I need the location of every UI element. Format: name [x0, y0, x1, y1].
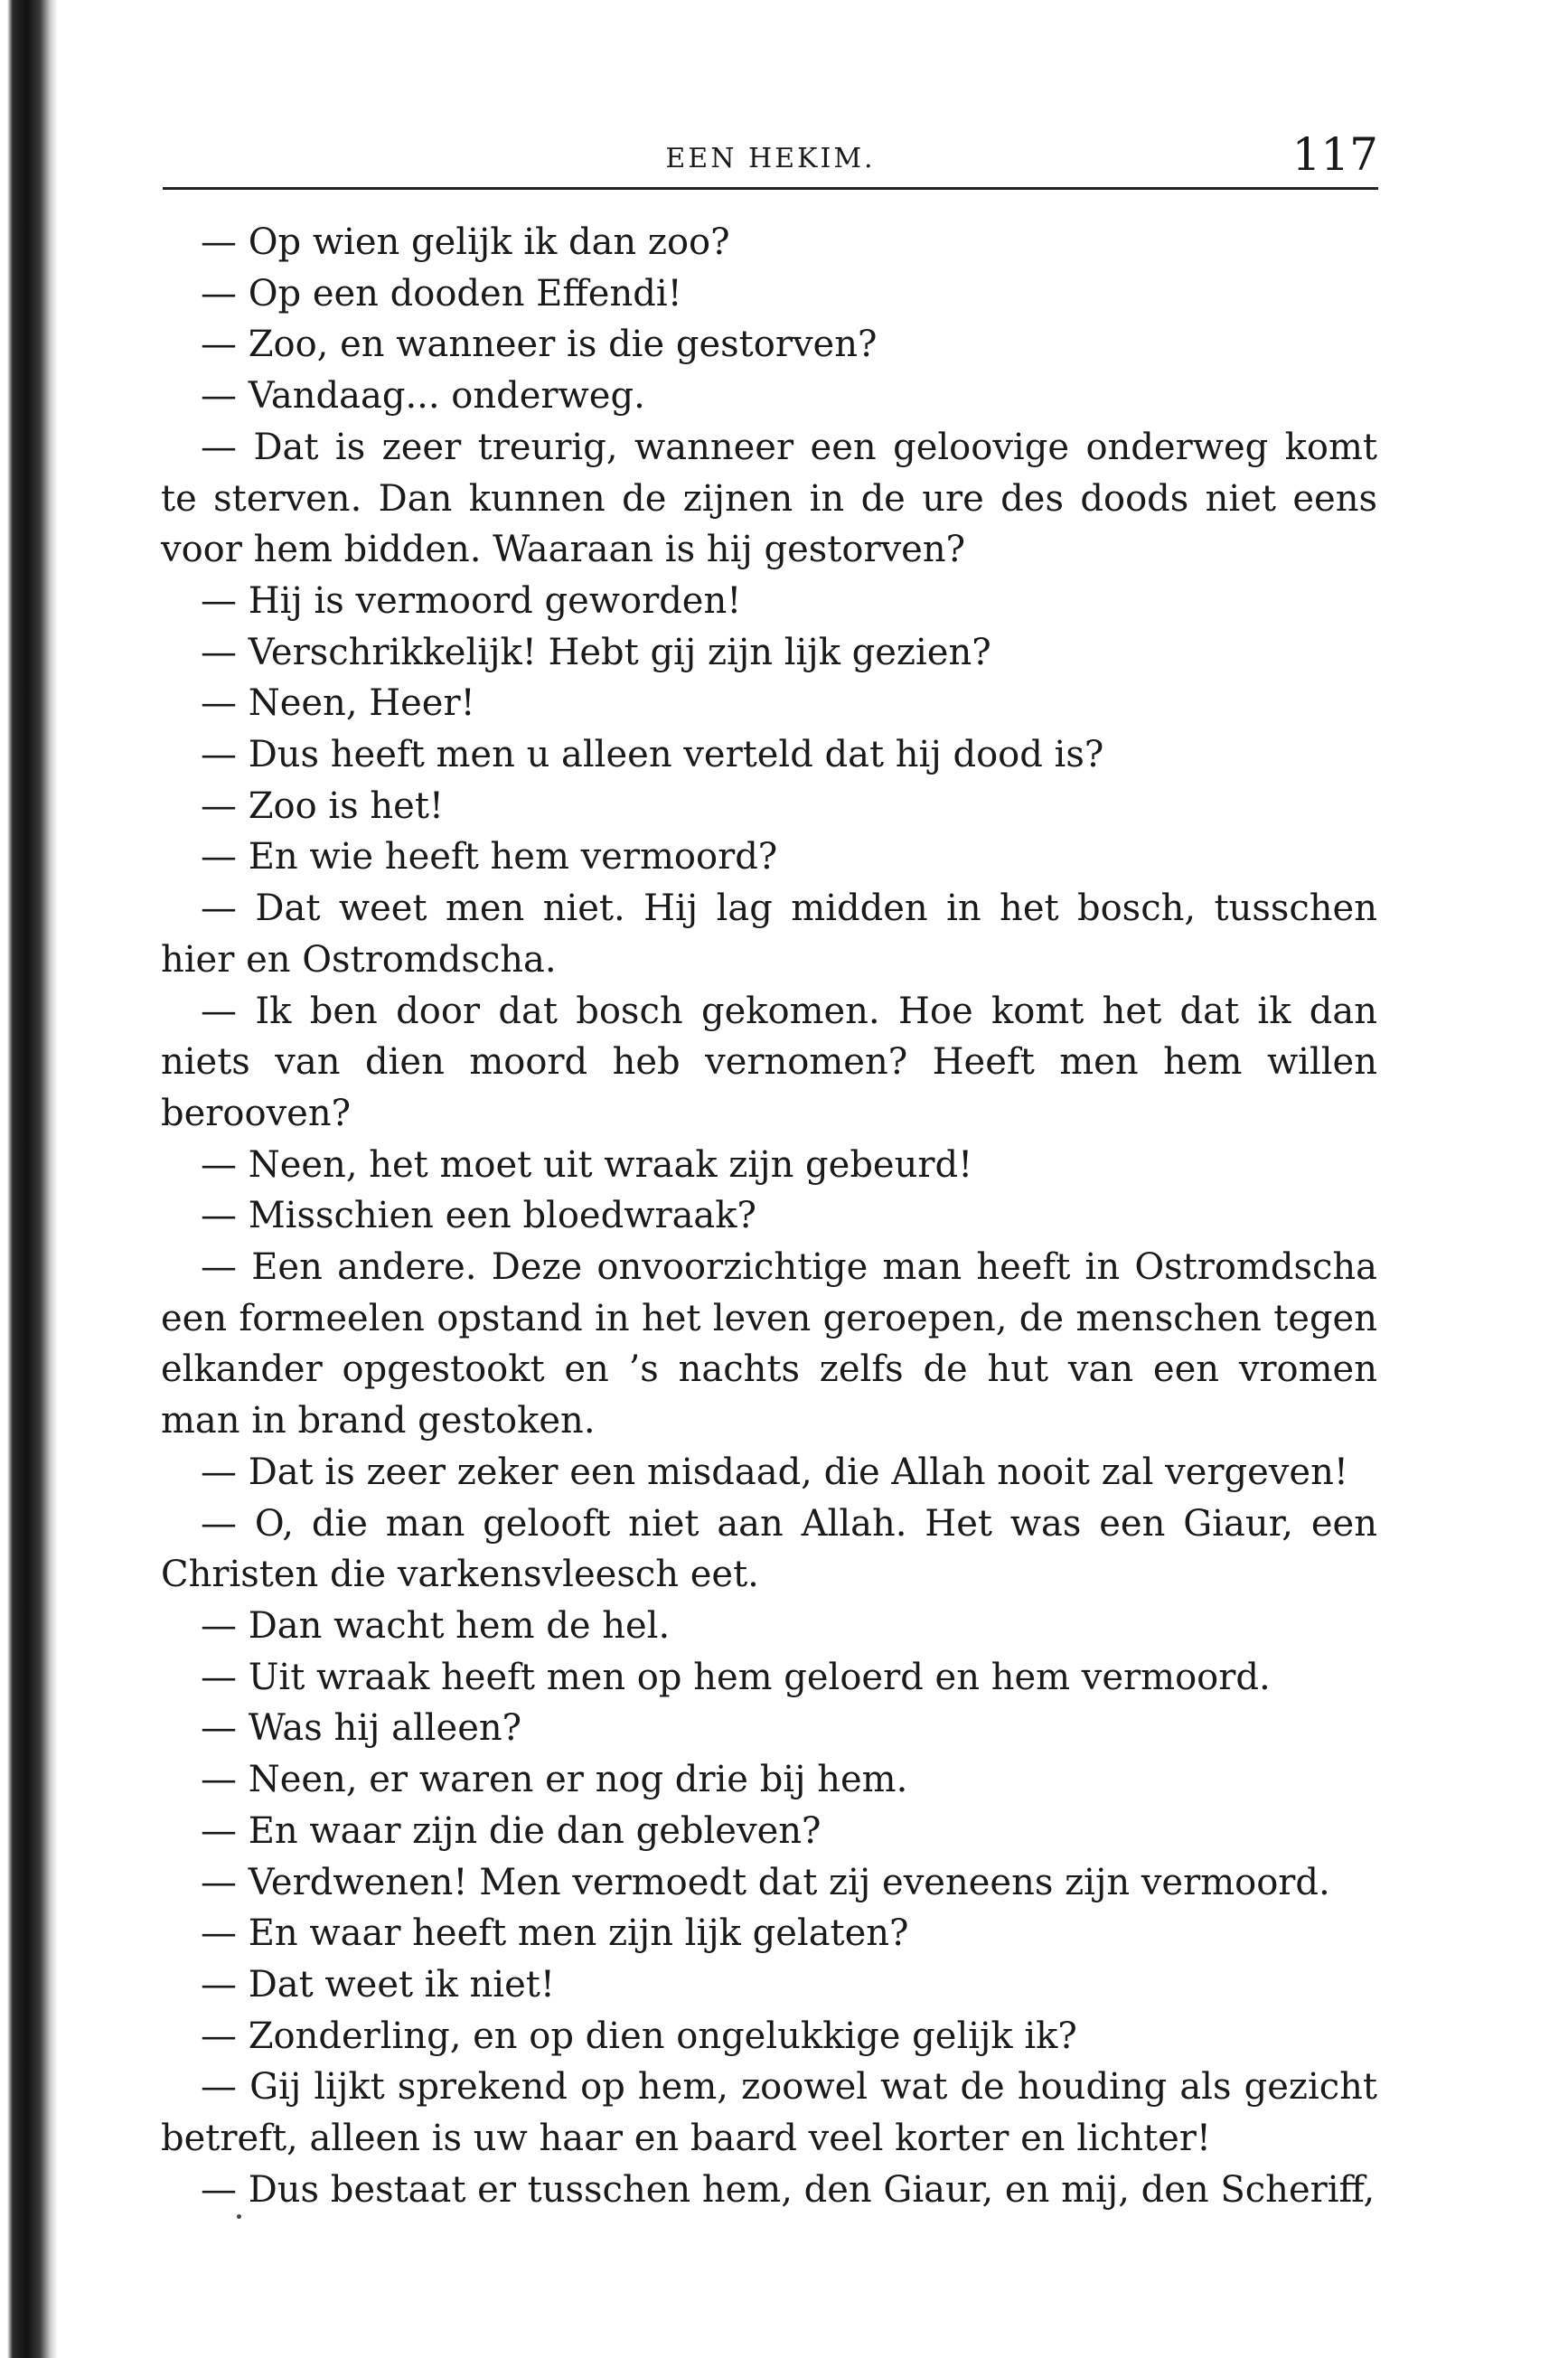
page-number: 117 [1291, 128, 1378, 181]
page-header [163, 127, 1378, 190]
paragraph: — Misschien een bloedwraak? [201, 1195, 756, 1237]
paragraph: — Dus heeft men u alleen verteld dat hij dood is? [201, 734, 1104, 776]
paragraph: — Dus bestaat er tusschen hem, den Giaur, en mij, den Scheriff, [201, 2168, 1376, 2211]
ink-speck [237, 2214, 241, 2219]
paragraph: — Zonderling, en op dien ongelukkige gelijk ik? [201, 2015, 1077, 2057]
paragraph: — Was hij alleen? [201, 1707, 522, 1750]
paragraph: — Op wien gelijk ik dan zoo? [201, 221, 730, 263]
paragraph: — Dan wacht hem de hel. [201, 1604, 671, 1647]
paragraph: — Neen, het moet uit wraak zijn gebeurd! [201, 1143, 973, 1186]
paragraph: — Dat weet ik niet! [201, 1963, 555, 2006]
paragraph: — En wie heeft hem vermoord? [201, 836, 778, 878]
paragraph: — Dat weet men niet. Hij lag midden in het bosch, tusschen hier en Ostromdscha. [161, 888, 1377, 981]
paragraph: — Dat is zeer zeker een misdaad, die Allah nooit zal vergeven! [201, 1451, 1348, 1493]
paragraph: — Uit wraak heeft men op hem geloerd en hem vermoord. [201, 1656, 1271, 1698]
paragraph: — Vandaag... onderweg. [201, 375, 645, 418]
paragraph: — En waar heeft men zijn lijk gelaten? [201, 1912, 909, 1955]
paragraph: — Dat is zeer treurig, wanneer een geloovige onderweg komt te sterven. Dan kunnen de zijnen in de ure des doods niet eens voor hem bidden. Waaraan is hij gestorven? [161, 426, 1377, 571]
paragraph: — Gij lijkt sprekend op hem, zoowel wat de houding als gezicht betreft, alleen is uw haar en baard veel korter en lichter! [161, 2066, 1377, 2160]
paragraph: — En waar zijn die dan gebleven? [201, 1809, 822, 1852]
paragraph: — Zoo is het! [201, 784, 445, 827]
paragraph: — Een andere. Deze onvoorzichtige man heeft in Ostromdscha een formeelen opstand in het leven geroepen, de menschen tegen elkander opgestookt en ’s nachts zelfs de hut van een vromen man in brand gestoken. [161, 1246, 1377, 1442]
header-rule [163, 187, 1378, 190]
book-binding-edge [0, 0, 58, 2358]
paragraph: — Op een dooden Effendi! [201, 272, 682, 315]
running-title: EEN HEKIM. [665, 143, 876, 174]
paragraph: — Neen, Heer! [201, 682, 475, 725]
paragraph: — Verdwenen! Men vermoedt dat zij eveneens zijn vermoord. [201, 1861, 1330, 1903]
paragraph: — Ik ben door dat bosch gekomen. Hoe komt het dat ik dan niets van dien moord heb vernomen? Heeft men hem willen berooven? [161, 990, 1377, 1134]
paragraph: — Neen, er waren er nog drie bij hem. [201, 1759, 908, 1801]
paragraph: — Zoo, en wanneer is die gestorven? [201, 324, 878, 366]
paragraph: — Verschrikkelijk! Hebt gij zijn lijk gezien? [201, 631, 991, 673]
paragraph: — O, die man gelooft niet aan Allah. Het was een Giaur, een Christen die varkensvleesch eet. [161, 1502, 1377, 1596]
body-text [161, 217, 1377, 2215]
paragraph: — Hij is vermoord geworden! [201, 579, 742, 622]
